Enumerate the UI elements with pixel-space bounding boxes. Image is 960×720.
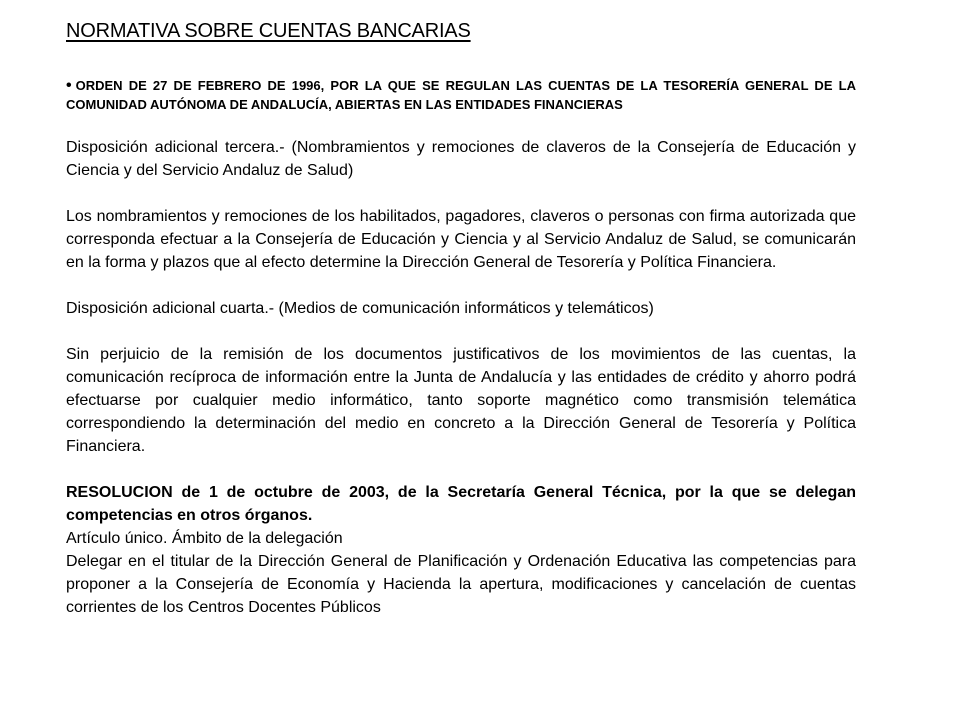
spacer <box>66 320 856 343</box>
orden-paragraph <box>66 76 856 114</box>
disp-tercera-body: Los nombramientos y remociones de los habilitados, pagadores, claveros o personas con firma autorizada que corresponda efectuar a la Consejería de Educación y Ciencia y al Servicio Andaluz de Salud, se comunicarán en la forma y plazos que al efecto determine la Dirección General de Tesorería y Política Financiera. <box>66 208 856 271</box>
articulo-body: Delegar en el titular de la Dirección General de Planificación y Ordenación Educativa las competencias para proponer a la Consejería de Economía y Hacienda la apertura, modificaciones y cancelación de cuentas corrientes de los Centros Docentes Públicos <box>66 553 856 616</box>
disp-tercera-heading: Disposición adicional tercera.- (Nombramientos y remociones de claveros de la Consejería de Educación y Ciencia y del Servicio Andaluz de Salud) <box>66 139 856 179</box>
disp-cuarta-heading: Disposición adicional cuarta.- (Medios de comunicación informáticos y telemáticos) <box>66 300 654 317</box>
articulo-heading: Artículo único. Ámbito de la delegación <box>66 530 343 547</box>
bullet-icon: • <box>66 77 72 94</box>
orden-text: ORDEN DE 27 DE FEBRERO DE 1996, POR LA QUE SE REGULAN LAS CUENTAS DE LA TESORERÍA GENERAL DE LA COMUNIDAD AUTÓNOMA DE ANDALUCÍA, ABIERTAS EN LAS ENTIDADES FINANCIERAS <box>66 78 856 112</box>
spacer <box>66 182 856 205</box>
spacer <box>66 274 856 297</box>
spacer <box>66 458 856 481</box>
slide-title: NORMATIVA SOBRE CUENTAS BANCARIAS <box>66 20 471 42</box>
spacer <box>66 114 856 136</box>
disp-cuarta-body: Sin perjuicio de la remisión de los documentos justificativos de los movimientos de las cuentas, la comunicación recíproca de información entre la Junta de Andalucía y las entidades de crédito y ahorro podrá efectuarse por cualquier medio informático, tanto soporte magnético como transmisión telemática correspondiendo la determinación del medio en concreto a la Dirección General de Tesorería y Política Financiera. <box>66 346 856 455</box>
slide-content <box>66 76 856 619</box>
resolucion-heading: RESOLUCION de 1 de octubre de 2003, de la Secretaría General Técnica, por la que se delegan competencias en otros órganos. <box>66 484 856 524</box>
